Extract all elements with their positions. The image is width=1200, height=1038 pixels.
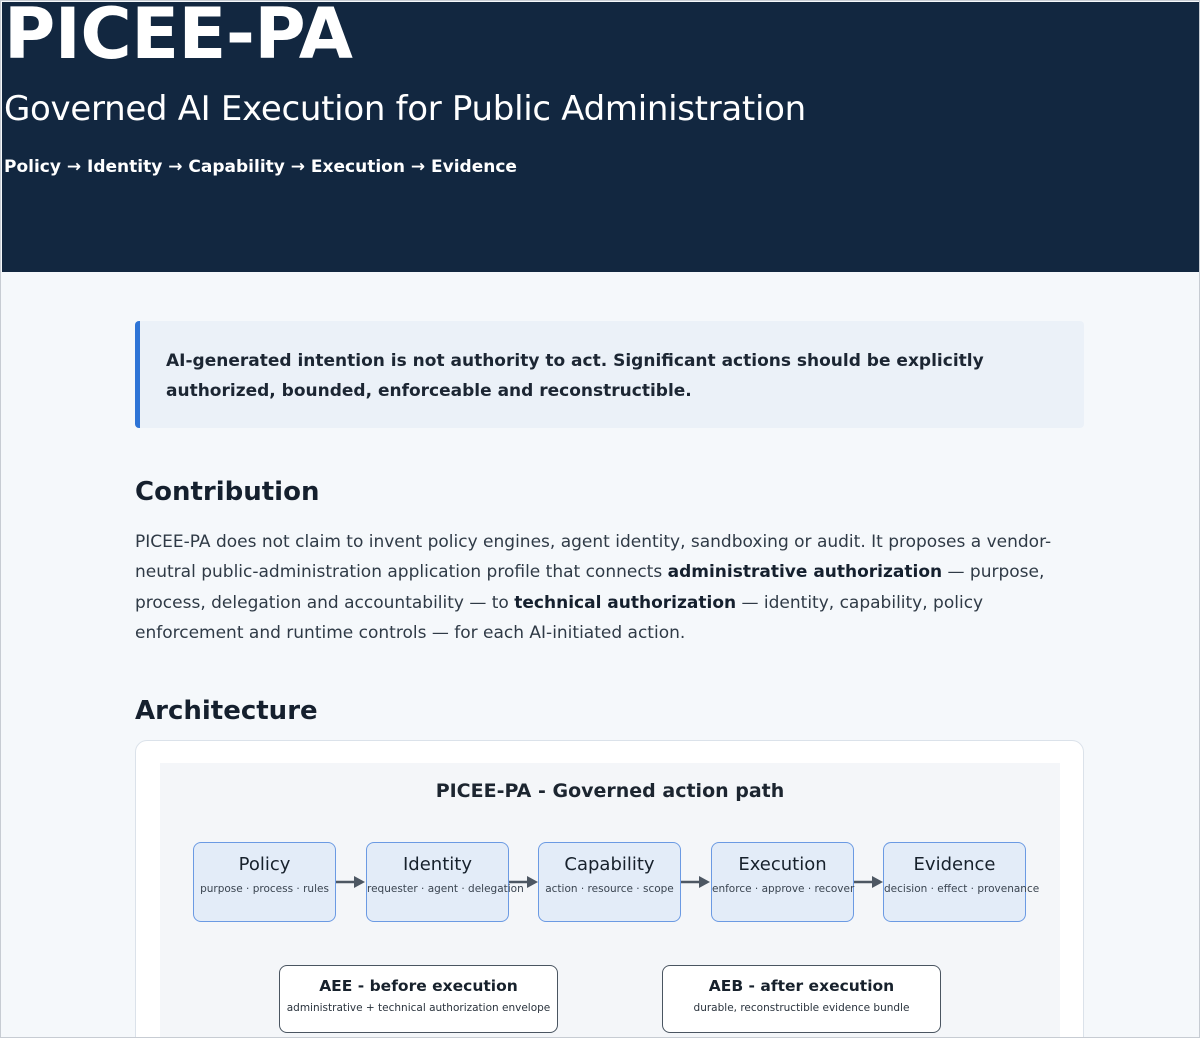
stage-name: Identity [403, 854, 472, 875]
contribution-emphasis-2: technical authorization [514, 592, 737, 613]
arrow-right-icon [854, 874, 884, 890]
arrow-right-icon [336, 874, 366, 890]
phase-details: administrative + technical authorization envelope [286, 1002, 551, 1014]
contribution-emphasis-1: administrative authorization [667, 562, 943, 583]
stage-policy [193, 842, 336, 922]
stage-details: action · resource · scope [545, 883, 674, 895]
hero-banner [2, 2, 1200, 272]
stage-details: purpose · process · rules [200, 883, 329, 895]
architecture-card [135, 740, 1084, 1038]
phase-name: AEE - before execution [319, 977, 518, 995]
stage-name: Policy [238, 854, 291, 875]
diagram-title: PICEE-PA - Governed action path [435, 780, 785, 802]
contribution-text-1: PICEE-PA does not claim to invent policy engines, agent identity, sandboxing or audit. It proposes a vendor-neutral public-administration application profile that connects [135, 532, 1052, 583]
phase-details: durable, reconstructible evidence bundle [693, 1002, 910, 1014]
phase-name: AEB - after execution [708, 977, 895, 995]
stage-name: Execution [738, 854, 827, 875]
arrow-right-icon [681, 874, 711, 890]
stage-capability [538, 842, 681, 922]
phase-aeb-after-execution [662, 965, 941, 1033]
contribution-paragraph [135, 527, 1085, 649]
stage-name: Evidence [913, 854, 996, 875]
page-title: PICEE-PA [4, 0, 353, 75]
stage-details: decision · effect · provenance [884, 883, 1040, 895]
key-principle-callout: AI-generated intention is not authority to act. Significant actions should be explicitly authorized, bounded, enforceable and reconstructible. [135, 321, 1084, 428]
stage-evidence [883, 842, 1040, 922]
stage-identity [366, 842, 524, 922]
stage-name: Capability [564, 854, 655, 875]
contribution-text-3: — identity, capability, policy enforcement and runtime controls — for each AI-initiated action. [135, 592, 984, 644]
stage-execution [711, 842, 854, 922]
stage-details: requester · agent · delegation [367, 883, 524, 895]
governance-path: Policy → Identity → Capability → Execution → Evidence [4, 157, 517, 177]
stage-details: enforce · approve · recover [712, 883, 855, 895]
contribution-heading: Contribution [135, 477, 320, 507]
architecture-diagram [160, 763, 1060, 1038]
contribution-text-2: — purpose, process, delegation and accountability — to [135, 562, 1045, 613]
arrow-right-icon [509, 874, 539, 890]
phase-aee-before-execution [279, 965, 558, 1033]
page-subtitle: Governed AI Execution for Public Administration [4, 89, 806, 129]
architecture-heading: Architecture [135, 696, 318, 726]
